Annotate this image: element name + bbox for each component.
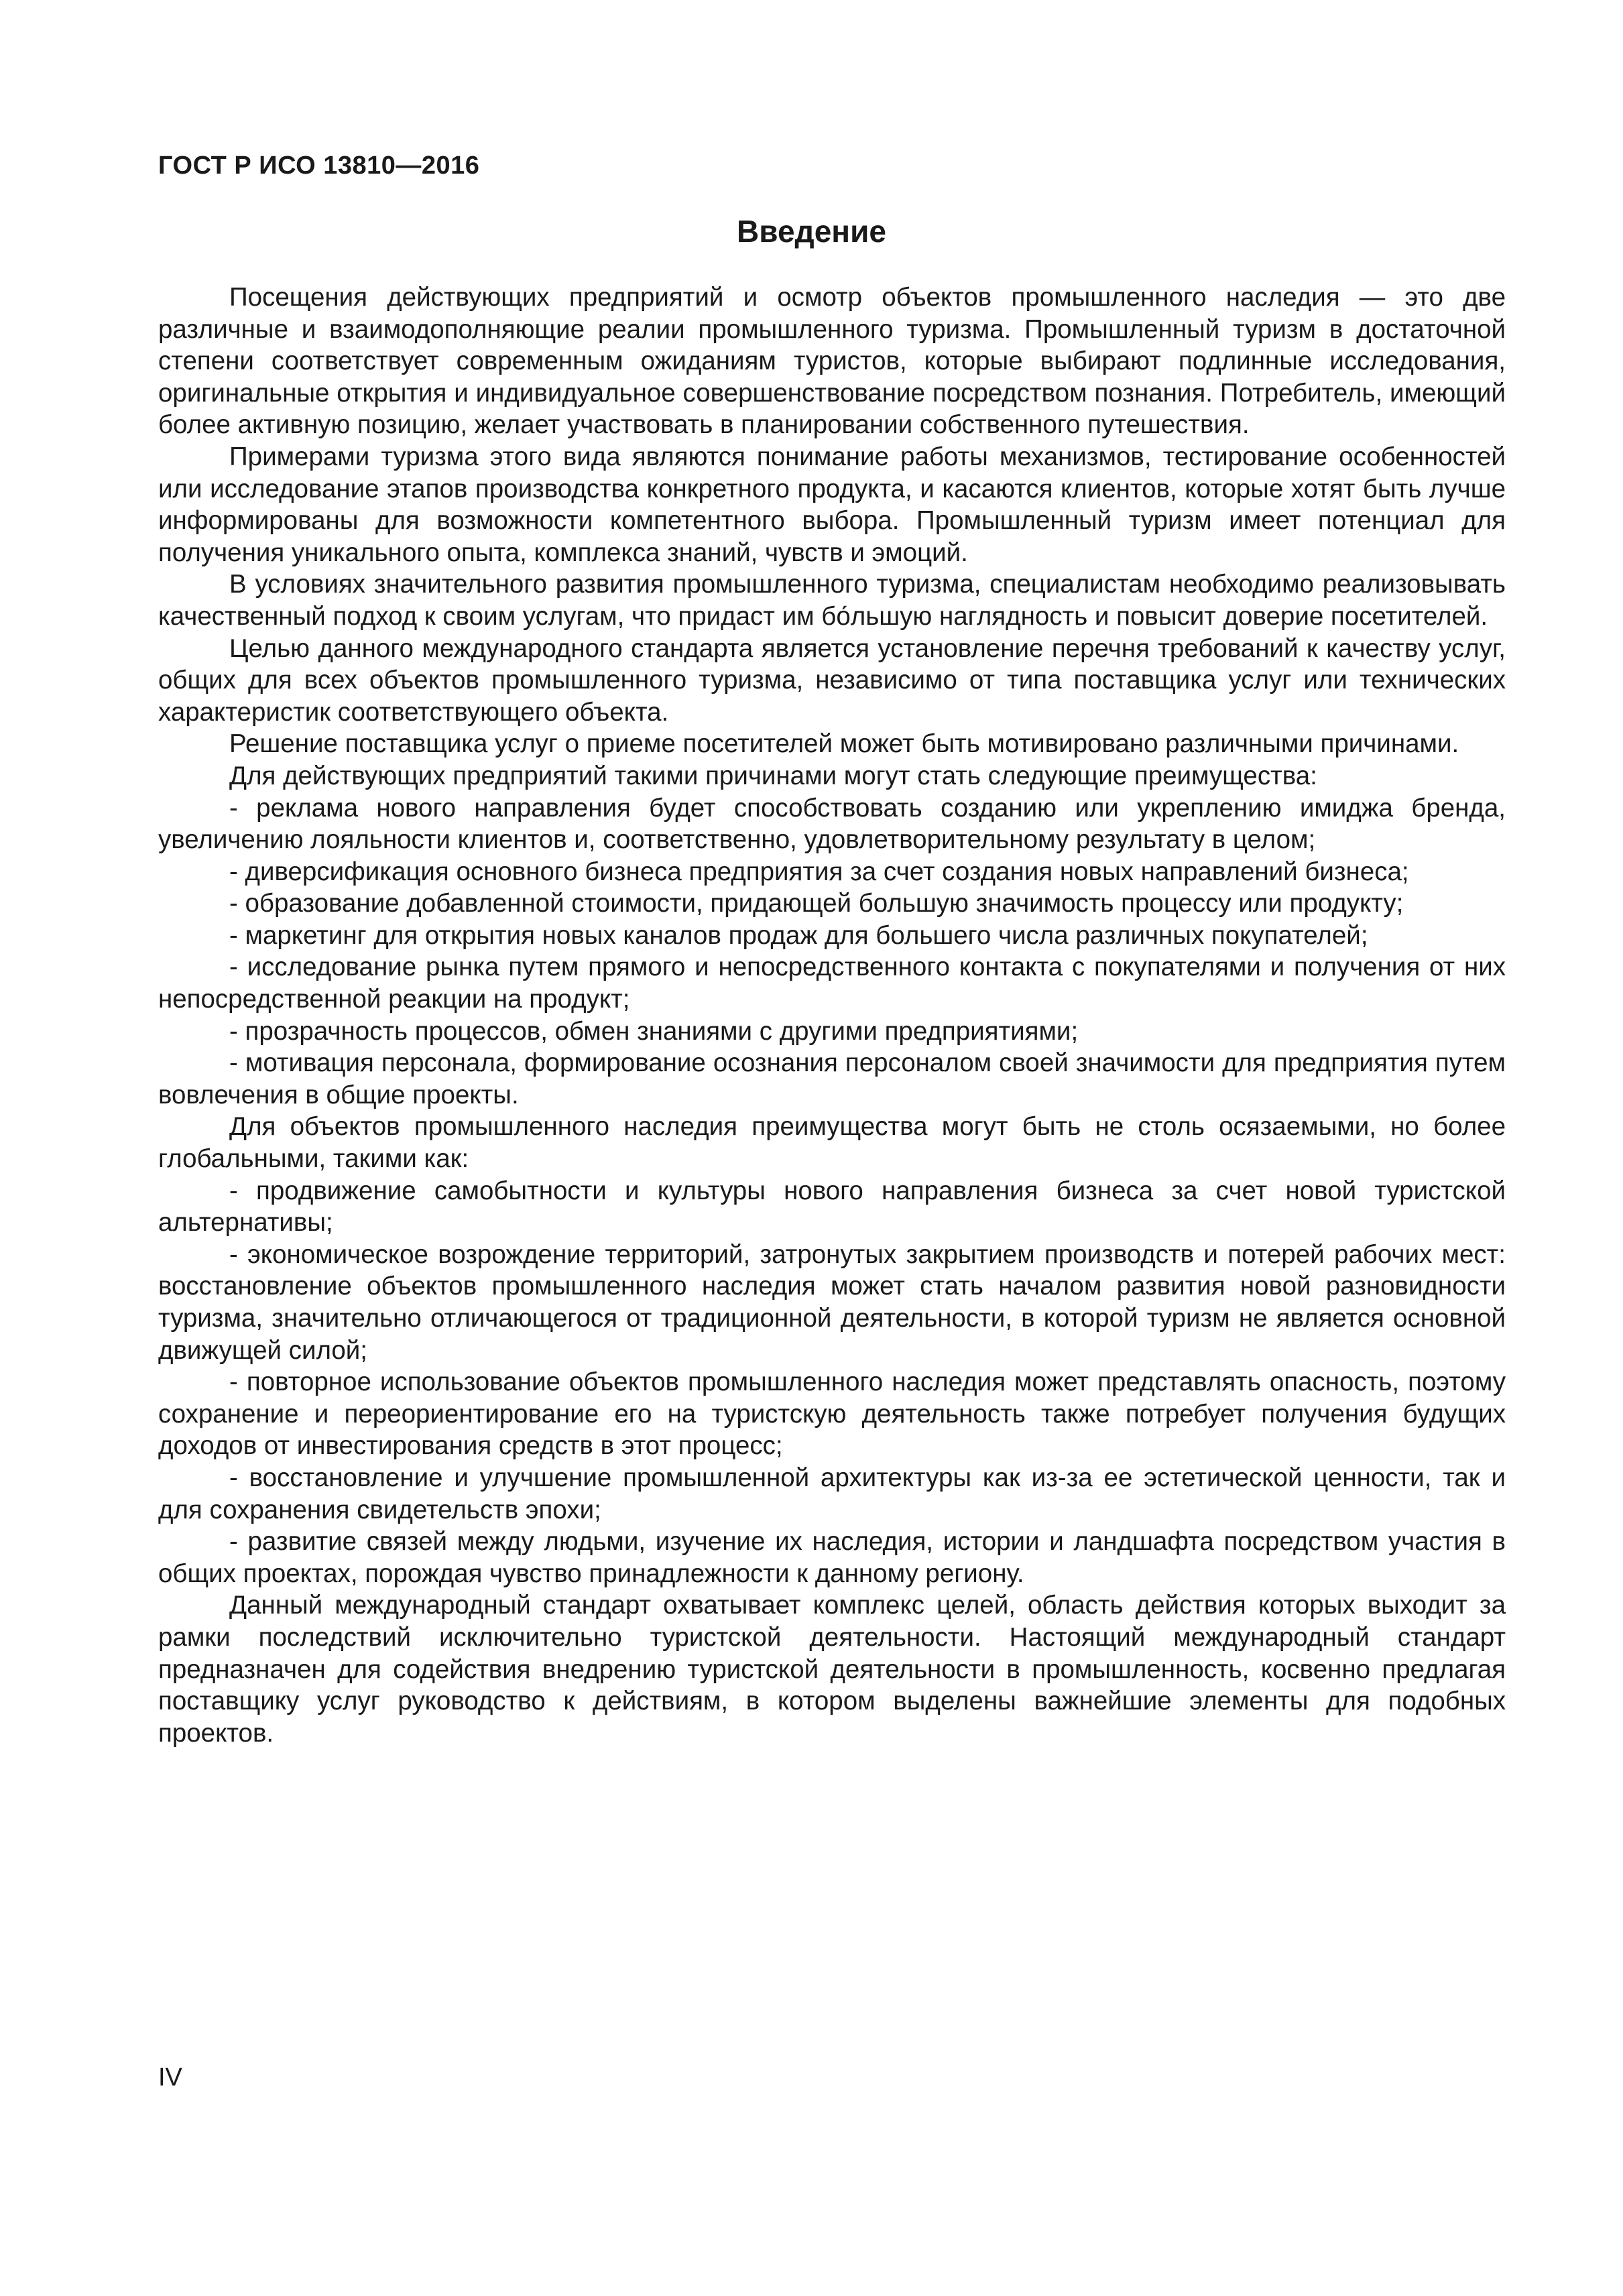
page-number: IV <box>158 2063 182 2092</box>
list-item: - реклама нового направления будет способствовать созданию или укреплению имиджа бренда, увеличению лояльности клиентов и, соответственно, удовлетворительному результату в целом; <box>158 793 1506 855</box>
body-text <box>158 282 1506 1749</box>
paragraph: Для действующих предприятий такими причинами могут стать следующие преимущества: <box>229 761 1317 790</box>
list-item: - маркетинг для открытия новых каналов продаж для большего числа различных покупателей; <box>229 920 1368 950</box>
paragraph: Решение поставщика услуг о приеме посетителей может быть мотивировано различными причинами. <box>229 729 1459 759</box>
paragraph: Для объектов промышленного наследия преимущества могут быть не столь осязаемыми, но более глобальными, такими как: <box>158 1112 1506 1174</box>
paragraph: Данный международный стандарт охватывает комплекс целей, область действия которых выходит за рамки последствий исключительно туристской деятельности. Настоящий международный стандарт предназначен для содействия внедрению туристской деятельности в промышленность, косвенно предлагая поставщику услуг руководство к действиям, в котором выделены важнейшие элементы для подобных проектов. <box>158 1591 1506 1748</box>
list-item: - восстановление и улучшение промышленной архитектуры как из-за ее эстетической ценности, так и для сохранения свидетельств эпохи; <box>158 1463 1506 1524</box>
list-item: - исследование рынка путем прямого и непосредственного контакта с покупателями и получения от них непосредственной реакции на продукт; <box>158 953 1506 1014</box>
paragraph: Посещения действующих предприятий и осмотр объектов промышленного наследия — это две различные и взаимодополняющие реалии промышленного туризма. Промышленный туризм в достаточной степени соответствует современным ожиданиям туристов, которые выбирают подлинные исследования, оригинальные открытия и индивидуальное совершенствование посредством познания. Потребитель, имеющий более активную позицию, желает участвовать в планировании собственного путешествия. <box>158 283 1506 440</box>
list-item: - повторное использование объектов промышленного наследия может представлять опасность, поэтому сохранение и переориентирование его на туристскую деятельность также потребует получения будущих доходов от инвестирования средств в этот процесс; <box>158 1368 1506 1461</box>
paragraph: В условиях значительного развития промышленного туризма, специалистам необходимо реализовывать качественный подход к своим услугам, что придаст им бо́льшую наглядность и повысит доверие посетителей. <box>158 570 1506 631</box>
paragraph: Примерами туризма этого вида являются понимание работы механизмов, тестирование особенностей или исследование этапов производства конкретного продукта, и касаются клиентов, которые хотят быть лучше информированы для возможности компетентного выбора. Промышленный туризм имеет потенциал для получения уникального опыта, комплекса знаний, чувств и эмоций. <box>158 442 1506 567</box>
document-code: ГОСТ Р ИСО 13810—2016 <box>158 152 480 180</box>
section-title: Введение <box>737 214 886 249</box>
list-item: - экономическое возрождение территорий, затронутых закрытием производств и потерей рабочих мест: восстановление объектов промышленного наследия может стать началом развития новой разновидности туризма, значительно отличающегося от традиционной деятельности, в которой туризм не является основной движущей силой; <box>158 1240 1506 1365</box>
list-item: - диверсификация основного бизнеса предприятия за счет создания новых направлений бизнеса; <box>229 857 1409 886</box>
list-item: - прозрачность процессов, обмен знаниями с другими предприятиями; <box>229 1016 1079 1046</box>
list-item: - образование добавленной стоимости, придающей большую значимость процессу или продукту; <box>229 889 1404 918</box>
list-item: - развитие связей между людьми, изучение их наследия, истории и ландшафта посредством участия в общих проектах, порождая чувство принадлежности к данному региону. <box>158 1527 1506 1588</box>
paragraph: Целью данного международного стандарта является установление перечня требований к качеству услуг, общих для всех объектов промышленного туризма, независимо от типа поставщика услуг или технических характеристик соответствующего объекта. <box>158 633 1506 727</box>
list-item: - мотивация персонала, формирование осознания персоналом своей значимости для предприятия путем вовлечения в общие проекты. <box>158 1048 1506 1109</box>
list-item: - продвижение самобытности и культуры нового направления бизнеса за счет новой туристской альтернативы; <box>158 1176 1506 1237</box>
